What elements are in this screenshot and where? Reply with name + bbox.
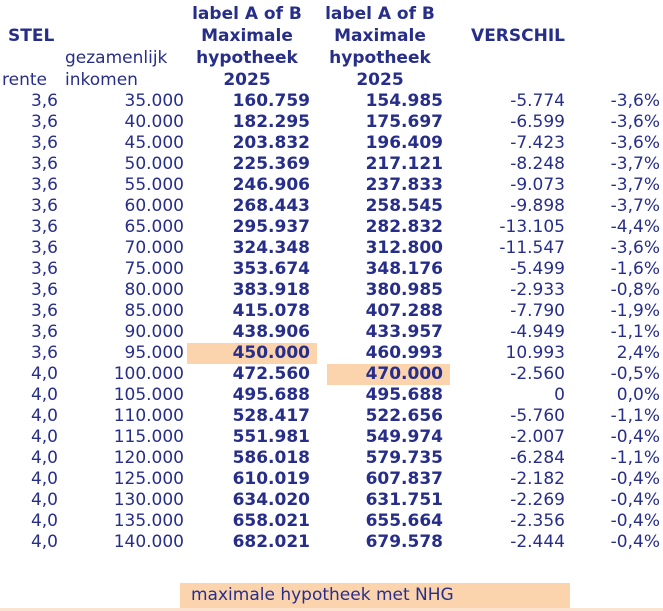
cell-verschil: -9.898 [510, 196, 565, 216]
cell-inkomen: 90.000 [124, 322, 184, 342]
cell-max-hypotheek-b: 470.000 [327, 364, 450, 385]
cell-rente: 4,0 [30, 385, 58, 405]
table-row [0, 532, 663, 553]
table-row [0, 238, 663, 259]
cell-max-hypotheek-b: 380.985 [365, 280, 443, 300]
cell-inkomen: 130.000 [113, 490, 184, 510]
cell-rente: 3,6 [30, 154, 58, 174]
header-year-col-b: 2025 [356, 70, 404, 90]
cell-rente: 3,6 [30, 259, 58, 279]
table-row [0, 280, 663, 301]
header-rente: rente [2, 70, 47, 90]
cell-max-hypotheek-b: 460.993 [365, 343, 443, 363]
table-row [0, 385, 663, 406]
cell-verschil-pct: -0,4% [610, 427, 660, 447]
cell-max-hypotheek-b: 631.751 [365, 490, 443, 510]
cell-max-hypotheek-b: 522.656 [365, 406, 443, 426]
cell-rente: 3,6 [30, 343, 58, 363]
cell-max-hypotheek-a: 225.369 [232, 154, 310, 174]
cell-inkomen: 85.000 [124, 301, 184, 321]
cell-max-hypotheek-b: 348.176 [365, 259, 443, 279]
cell-verschil-pct: -1,1% [610, 448, 660, 468]
cell-max-hypotheek-b: 282.832 [365, 217, 443, 237]
header-label-a-of-b-col-b: label A of B [325, 4, 435, 24]
cell-verschil-pct: -0,8% [610, 280, 660, 300]
cell-rente: 4,0 [30, 448, 58, 468]
cell-max-hypotheek-b: 607.837 [365, 469, 443, 489]
cell-rente: 4,0 [30, 469, 58, 489]
cell-max-hypotheek-b: 154.985 [365, 91, 443, 111]
cell-verschil: -6.284 [510, 448, 565, 468]
cell-rente: 4,0 [30, 364, 58, 384]
cell-max-hypotheek-a: 438.906 [232, 322, 310, 342]
cell-max-hypotheek-b: 312.800 [365, 238, 443, 258]
cell-max-hypotheek-a: 658.021 [232, 511, 310, 531]
cell-verschil-pct: -0,4% [610, 490, 660, 510]
cell-inkomen: 80.000 [124, 280, 184, 300]
cell-verschil: -8.248 [510, 154, 565, 174]
table-body [0, 91, 663, 553]
cell-inkomen: 75.000 [124, 259, 184, 279]
header-line-1 [0, 3, 663, 25]
cell-verschil: -2.269 [510, 490, 565, 510]
cell-max-hypotheek-b: 679.578 [365, 532, 443, 552]
cell-max-hypotheek-b: 237.833 [365, 175, 443, 195]
cell-max-hypotheek-a: 182.295 [232, 112, 310, 132]
header-line-2 [0, 25, 663, 47]
cell-max-hypotheek-a: 324.348 [232, 238, 310, 258]
cell-max-hypotheek-b: 579.735 [365, 448, 443, 468]
cell-inkomen: 120.000 [113, 448, 184, 468]
table-row [0, 133, 663, 154]
cell-verschil: -7.423 [510, 133, 565, 153]
cell-verschil: -2.007 [510, 427, 565, 447]
cell-verschil: -2.356 [510, 511, 565, 531]
cell-inkomen: 40.000 [124, 112, 184, 132]
cell-max-hypotheek-b: 217.121 [365, 154, 443, 174]
cell-max-hypotheek-a: 268.443 [232, 196, 310, 216]
table-header [0, 0, 663, 91]
cell-inkomen: 135.000 [113, 511, 184, 531]
table-row [0, 301, 663, 322]
cell-max-hypotheek-b: 433.957 [365, 322, 443, 342]
cell-verschil: 0 [554, 385, 565, 405]
cell-verschil-pct: -1,1% [610, 322, 660, 342]
cell-verschil: -2.560 [510, 364, 565, 384]
cell-verschil-pct: -1,9% [610, 301, 660, 321]
cell-inkomen: 50.000 [124, 154, 184, 174]
cell-max-hypotheek-a: 610.019 [232, 469, 310, 489]
header-line-4 [0, 69, 663, 91]
cell-inkomen: 95.000 [124, 343, 184, 363]
cell-rente: 3,6 [30, 133, 58, 153]
header-verschil: VERSCHIL [471, 26, 565, 46]
cell-verschil-pct: 0,0% [616, 385, 660, 405]
cell-inkomen: 115.000 [113, 427, 184, 447]
cell-verschil-pct: -3,6% [610, 238, 660, 258]
header-gezamenlijk: gezamenlijk [65, 48, 168, 68]
cell-inkomen: 125.000 [113, 469, 184, 489]
cell-inkomen: 110.000 [113, 406, 184, 426]
header-line-3 [0, 47, 663, 69]
cell-rente: 3,6 [30, 217, 58, 237]
table-row [0, 511, 663, 532]
table-row [0, 91, 663, 112]
cell-inkomen: 60.000 [124, 196, 184, 216]
cell-verschil-pct: 2,4% [616, 343, 660, 363]
header-year-col-a: 2025 [223, 70, 271, 90]
table-row [0, 175, 663, 196]
table-row [0, 196, 663, 217]
cell-max-hypotheek-a: 495.688 [232, 385, 310, 405]
cell-verschil-pct: -0,4% [610, 532, 660, 552]
table-row [0, 154, 663, 175]
cell-max-hypotheek-b: 258.545 [365, 196, 443, 216]
cell-max-hypotheek-b: 495.688 [365, 385, 443, 405]
cell-max-hypotheek-b: 655.664 [365, 511, 443, 531]
table-row [0, 364, 663, 385]
cell-rente: 3,6 [30, 322, 58, 342]
cell-verschil: -5.774 [510, 91, 565, 111]
cell-rente: 4,0 [30, 511, 58, 531]
cell-verschil-pct: -0,5% [610, 364, 660, 384]
cell-rente: 3,6 [30, 238, 58, 258]
cell-verschil: -2.444 [510, 532, 565, 552]
cell-verschil: -7.790 [510, 301, 565, 321]
cell-rente: 4,0 [30, 406, 58, 426]
table-row [0, 259, 663, 280]
cell-verschil-pct: -3,6% [610, 91, 660, 111]
cell-max-hypotheek-a: 634.020 [232, 490, 310, 510]
cell-rente: 3,6 [30, 196, 58, 216]
table-row [0, 217, 663, 238]
cell-verschil-pct: -4,4% [610, 217, 660, 237]
header-label-a-of-b-col-a: label A of B [192, 4, 302, 24]
table-row [0, 469, 663, 490]
header-maximale-col-b: Maximale [334, 26, 426, 46]
cell-verschil-pct: -1,6% [610, 259, 660, 279]
cell-verschil: -11.547 [499, 238, 565, 258]
cell-verschil: -13.105 [499, 217, 565, 237]
cell-verschil-pct: -1,1% [610, 406, 660, 426]
cell-max-hypotheek-a: 295.937 [232, 217, 310, 237]
cell-rente: 4,0 [30, 427, 58, 447]
cell-max-hypotheek-a: 472.560 [232, 364, 310, 384]
cell-inkomen: 70.000 [124, 238, 184, 258]
cell-max-hypotheek-a: 203.832 [232, 133, 310, 153]
cell-inkomen: 140.000 [113, 532, 184, 552]
cell-verschil: -6.599 [510, 112, 565, 132]
cell-max-hypotheek-b: 196.409 [365, 133, 443, 153]
header-inkomen: inkomen [65, 70, 138, 90]
cell-rente: 4,0 [30, 532, 58, 552]
cell-verschil: -5.499 [510, 259, 565, 279]
cell-max-hypotheek-a: 353.674 [232, 259, 310, 279]
cell-verschil-pct: -3,7% [610, 175, 660, 195]
cell-max-hypotheek-a: 160.759 [232, 91, 310, 111]
cell-inkomen: 45.000 [124, 133, 184, 153]
cell-max-hypotheek-a: 682.021 [232, 532, 310, 552]
cell-max-hypotheek-a: 586.018 [232, 448, 310, 468]
cell-verschil: -9.073 [510, 175, 565, 195]
cell-rente: 4,0 [30, 490, 58, 510]
cell-verschil: -2.933 [510, 280, 565, 300]
cell-inkomen: 55.000 [124, 175, 184, 195]
cell-inkomen: 65.000 [124, 217, 184, 237]
cell-max-hypotheek-a: 450.000 [187, 343, 317, 364]
cell-verschil: -5.760 [510, 406, 565, 426]
cell-inkomen: 100.000 [113, 364, 184, 384]
table-row [0, 406, 663, 427]
cell-max-hypotheek-a: 246.906 [232, 175, 310, 195]
cell-max-hypotheek-a: 415.078 [232, 301, 310, 321]
cell-rente: 3,6 [30, 175, 58, 195]
table-row [0, 427, 663, 448]
cell-inkomen: 105.000 [113, 385, 184, 405]
cell-rente: 3,6 [30, 112, 58, 132]
cell-verschil-pct: -0,4% [610, 469, 660, 489]
cell-max-hypotheek-b: 175.697 [365, 112, 443, 132]
table-row [0, 322, 663, 343]
cell-verschil: 10.993 [505, 343, 565, 363]
cell-rente: 3,6 [30, 301, 58, 321]
cell-max-hypotheek-b: 407.288 [365, 301, 443, 321]
cell-max-hypotheek-b: 549.974 [365, 427, 443, 447]
cell-verschil-pct: -3,6% [610, 133, 660, 153]
table-row [0, 343, 663, 364]
cell-rente: 3,6 [30, 280, 58, 300]
cell-max-hypotheek-a: 528.417 [232, 406, 310, 426]
header-hypotheek-col-a: hypotheek [196, 48, 298, 68]
cell-max-hypotheek-a: 383.918 [232, 280, 310, 300]
table-row [0, 490, 663, 511]
cell-verschil: -2.182 [510, 469, 565, 489]
header-stel: STEL [8, 26, 55, 46]
header-hypotheek-col-b: hypotheek [329, 48, 431, 68]
cell-verschil-pct: -3,6% [610, 112, 660, 132]
cell-inkomen: 35.000 [124, 91, 184, 111]
cell-verschil-pct: -3,7% [610, 196, 660, 216]
cell-verschil-pct: -3,7% [610, 154, 660, 174]
cell-max-hypotheek-a: 551.981 [232, 427, 310, 447]
header-maximale-col-a: Maximale [201, 26, 293, 46]
cell-rente: 3,6 [30, 91, 58, 111]
nhg-legend: maximale hypotheek met NHG [180, 583, 570, 608]
cell-verschil-pct: -0,4% [610, 511, 660, 531]
table-row [0, 112, 663, 133]
table-row [0, 448, 663, 469]
cell-verschil: -4.949 [510, 322, 565, 342]
